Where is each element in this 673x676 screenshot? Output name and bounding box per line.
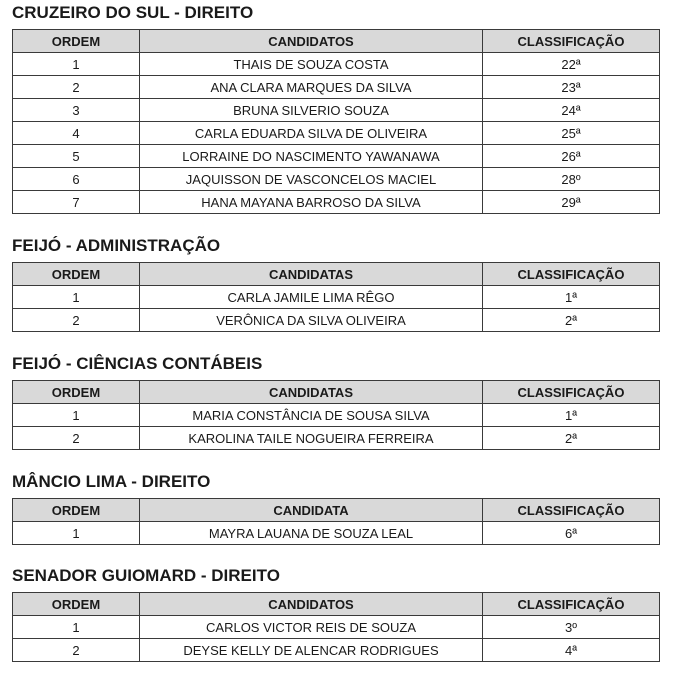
results-table (12, 262, 660, 332)
results-table (12, 592, 660, 662)
section-title: SENADOR GUIOMARD - DIREITO (12, 566, 280, 585)
table-header-row (13, 381, 660, 404)
table-header-row (13, 593, 660, 616)
table-row (13, 53, 660, 76)
results-table (12, 498, 660, 545)
table-row (13, 99, 660, 122)
header-classification: CLASSIFICAÇÃO (483, 499, 660, 522)
cell-ordem: 7 (13, 191, 140, 214)
table-row (13, 616, 660, 639)
table-row (13, 639, 660, 662)
table-header-row (13, 263, 660, 286)
section-title: CRUZEIRO DO SUL - DIREITO (12, 3, 254, 22)
cell-name: CARLOS VICTOR REIS DE SOUZA (140, 616, 483, 639)
cell-classification: 6ª (483, 522, 660, 545)
section-title: MÂNCIO LIMA - DIREITO (12, 472, 211, 491)
cell-name: KAROLINA TAILE NOGUEIRA FERREIRA (140, 427, 483, 450)
table-row (13, 168, 660, 191)
header-candidates: CANDIDATA (140, 499, 483, 522)
section-title: FEIJÓ - ADMINISTRAÇÃO (12, 236, 221, 255)
table-row (13, 122, 660, 145)
header-classification: CLASSIFICAÇÃO (483, 593, 660, 616)
cell-name: DEYSE KELLY DE ALENCAR RODRIGUES (140, 639, 483, 662)
cell-classification: 1ª (483, 404, 660, 427)
header-ordem: ORDEM (13, 30, 140, 53)
section-title: FEIJÓ - CIÊNCIAS CONTÁBEIS (12, 354, 263, 373)
cell-classification: 2ª (483, 309, 660, 332)
header-candidates: CANDIDATAS (140, 263, 483, 286)
results-table (12, 380, 660, 450)
results-table (12, 29, 660, 214)
header-ordem: ORDEM (13, 263, 140, 286)
table-row (13, 191, 660, 214)
cell-name: VERÔNICA DA SILVA OLIVEIRA (140, 309, 483, 332)
table-header-row (13, 499, 660, 522)
header-candidates: CANDIDATOS (140, 30, 483, 53)
cell-name: JAQUISSON DE VASCONCELOS MACIEL (140, 168, 483, 191)
cell-ordem: 2 (13, 309, 140, 332)
table-row (13, 145, 660, 168)
cell-ordem: 1 (13, 616, 140, 639)
cell-ordem: 2 (13, 639, 140, 662)
cell-classification: 23ª (483, 76, 660, 99)
cell-ordem: 1 (13, 404, 140, 427)
cell-classification: 1ª (483, 286, 660, 309)
cell-name: CARLA JAMILE LIMA RÊGO (140, 286, 483, 309)
cell-classification: 3º (483, 616, 660, 639)
cell-classification: 28º (483, 168, 660, 191)
table-row (13, 404, 660, 427)
cell-ordem: 3 (13, 99, 140, 122)
header-classification: CLASSIFICAÇÃO (483, 381, 660, 404)
cell-ordem: 4 (13, 122, 140, 145)
header-classification: CLASSIFICAÇÃO (483, 30, 660, 53)
header-classification: CLASSIFICAÇÃO (483, 263, 660, 286)
table-row (13, 427, 660, 450)
cell-ordem: 1 (13, 286, 140, 309)
cell-name: THAIS DE SOUZA COSTA (140, 53, 483, 76)
cell-name: LORRAINE DO NASCIMENTO YAWANAWA (140, 145, 483, 168)
cell-classification: 2ª (483, 427, 660, 450)
cell-name: HANA MAYANA BARROSO DA SILVA (140, 191, 483, 214)
header-candidates: CANDIDATOS (140, 593, 483, 616)
cell-classification: 25ª (483, 122, 660, 145)
table-row (13, 309, 660, 332)
cell-name: ANA CLARA MARQUES DA SILVA (140, 76, 483, 99)
cell-name: MARIA CONSTÂNCIA DE SOUSA SILVA (140, 404, 483, 427)
cell-ordem: 2 (13, 427, 140, 450)
cell-classification: 29ª (483, 191, 660, 214)
header-ordem: ORDEM (13, 593, 140, 616)
header-candidates: CANDIDATAS (140, 381, 483, 404)
header-ordem: ORDEM (13, 381, 140, 404)
cell-classification: 4ª (483, 639, 660, 662)
cell-ordem: 1 (13, 522, 140, 545)
cell-classification: 24ª (483, 99, 660, 122)
header-ordem: ORDEM (13, 499, 140, 522)
cell-classification: 26ª (483, 145, 660, 168)
cell-ordem: 2 (13, 76, 140, 99)
table-header-row (13, 30, 660, 53)
table-row (13, 286, 660, 309)
cell-name: MAYRA LAUANA DE SOUZA LEAL (140, 522, 483, 545)
cell-ordem: 6 (13, 168, 140, 191)
cell-name: CARLA EDUARDA SILVA DE OLIVEIRA (140, 122, 483, 145)
table-row (13, 76, 660, 99)
cell-classification: 22ª (483, 53, 660, 76)
cell-ordem: 5 (13, 145, 140, 168)
cell-ordem: 1 (13, 53, 140, 76)
cell-name: BRUNA SILVERIO SOUZA (140, 99, 483, 122)
table-row (13, 522, 660, 545)
